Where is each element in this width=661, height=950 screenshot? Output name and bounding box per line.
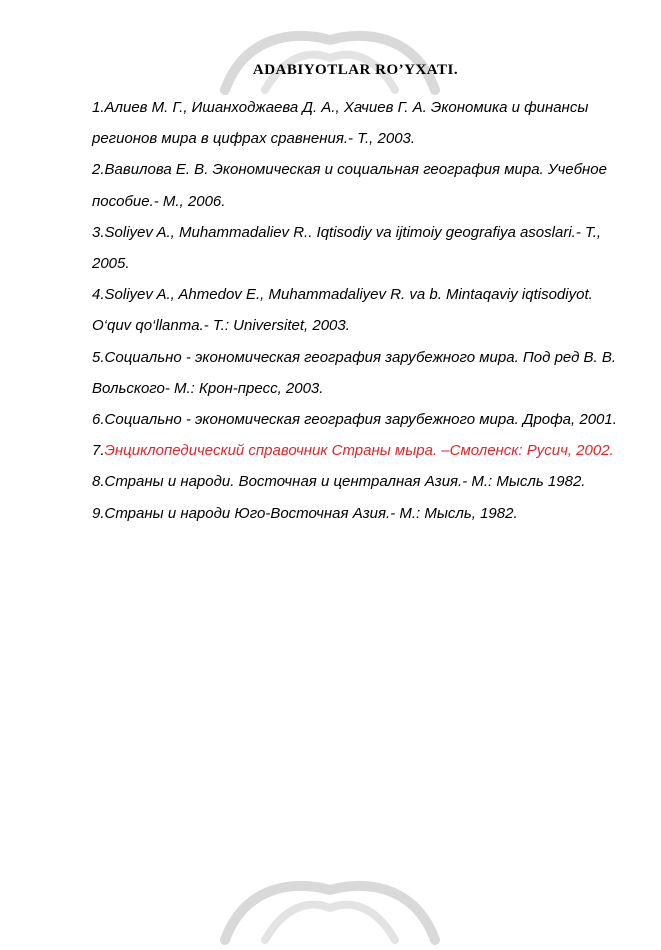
reference-number: 1. [92,99,105,116]
reference-number: 8. [92,473,105,491]
reference-number: 9. [92,504,105,522]
reference-item-9 [92,498,632,529]
reference-text: Soliyev A., Ahmedov E., Muhammadaliyev R. va b. Mintaqaviy iqtisodiyot. O‘quv qo‘llanma.- T.: Universitet, 2003. [92,286,593,335]
reference-text: Soliyev A., Muhammadaliev R.. Iqtisodiy va ijtimoiy geografiya asoslari.- T., 2005. [92,223,602,273]
reference-text: Социально - экономическая география зарубежного мира. Под ред В. В. Вольского- М.: Крон-пресс, 2003. [92,348,617,397]
reference-number: 3. [92,223,105,241]
watermark-logo-bottom [205,880,455,950]
reference-item-5 [92,342,632,404]
reference-text: Вавилова Е. В. Экономическая и социальная география мира. Учебное пособие.- М., 2006. [92,161,607,210]
reference-text: Алиев М. Г., Ишанходжаева Д. А., Хачиев Г. А. Экономика и финансы регионов мира в цифрах сравнения.- Т., 2003. [92,99,589,148]
reference-item-3 [92,217,632,279]
reference-list [92,92,632,529]
reference-item-6 [92,404,632,435]
reference-text: Страны и народи Юго-Восточная Азия.- М.: Мысль, 1982. [104,504,518,522]
reference-item-8 [92,466,632,497]
reference-item-7 [92,435,632,466]
reference-item-1 [92,92,632,154]
reference-number: 5. [92,348,105,366]
reference-text-highlighted: Энциклопедический справочник Страны мыра. –Смоленск: Русич, 2002. [104,442,614,460]
reference-number: 6. [92,411,105,429]
reference-number: 7. [92,442,105,460]
reference-text: Страны и народи. Восточная и централная Азия.- М.: Мысль 1982. [104,473,586,491]
reference-number: 2. [92,161,105,179]
reference-item-4 [92,279,632,341]
reference-item-2 [92,154,632,216]
page-title: ADABIYOTLAR RO’YXATI. [252,62,459,78]
reference-number: 4. [92,286,105,304]
reference-text: Социально - экономическая география зарубежного мира. Дрофа, 2001. [104,411,617,429]
